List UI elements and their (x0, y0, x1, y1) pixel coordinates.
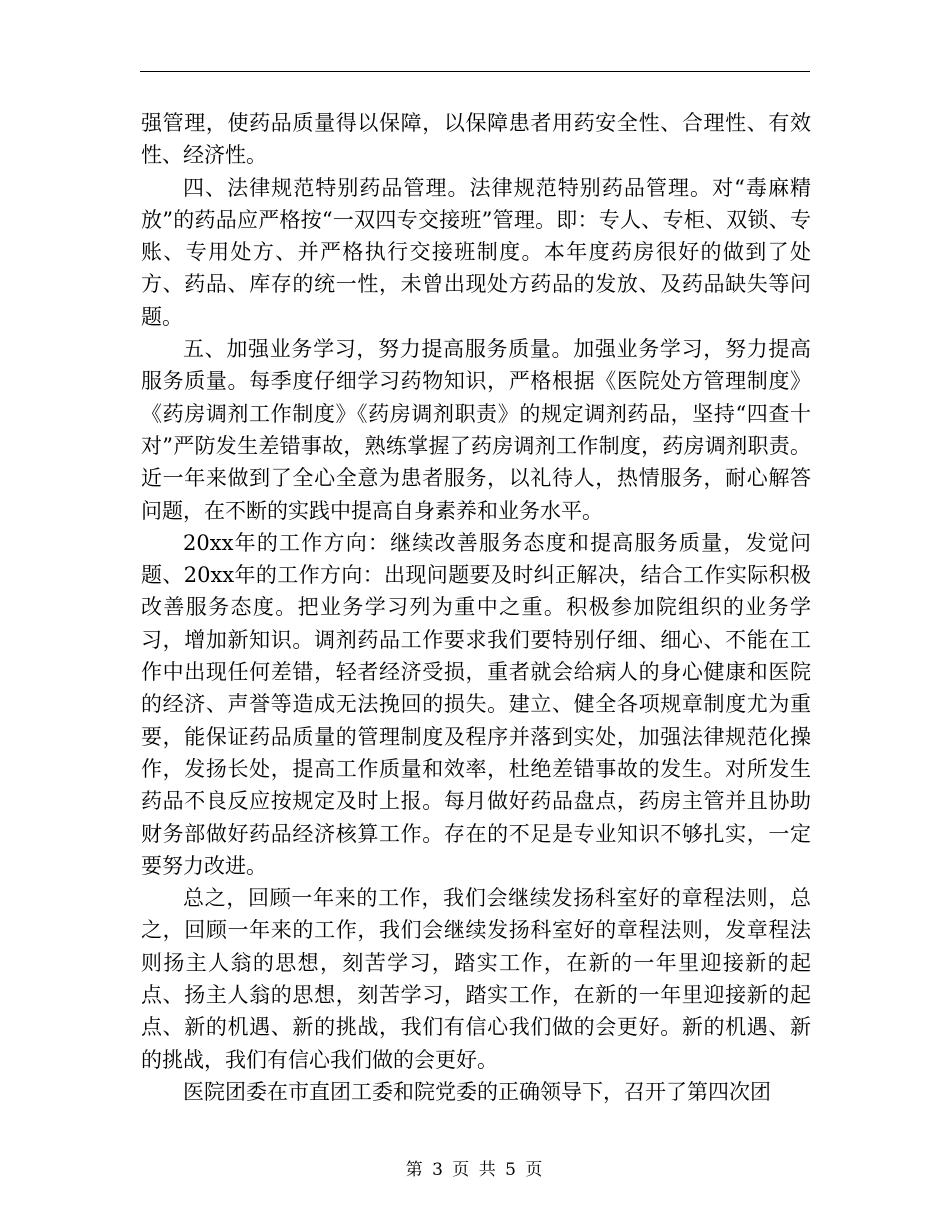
paragraph-1: 强管理，使药品质量得以保障，以保障患者用药安全性、合理性、有效性、经济性。 (141, 111, 811, 168)
document-body (141, 107, 811, 1108)
page-label-suffix: 页 (525, 1160, 545, 1180)
paragraph-5: 总之，回顾一年来的工作，我们会继续发扬科室好的章程法则，总之，回顾一年来的工作，我们会继续发扬科室好的章程法则，发章程法则扬主人翁的思想，刻苦学习，踏实工作，在新的一年里迎接新的起点、扬主人翁的思想，刻苦学习，踏实工作，在新的一年里迎接新的起点、新的机遇、新的挑战，我们有信心我们做的会更好。新的机遇、新的挑战，我们有信心我们做的会更好。 (141, 886, 811, 1072)
paragraph-3: 五、加强业务学习，努力提高服务质量。加强业务学习，努力提高服务质量。每季度仔细学习药物知识，严格根据《医院处方管理制度》《药房调剂工作制度》《药房调剂职责》的规定调剂药品，坚持“四查十对”严防发生差错事故，熟练掌握了药房调剂工作制度，药房调剂职责。近一年来做到了全心全意为患者服务，以礼待人，热情服务，耐心解答问题，在不断的实践中提高自身素养和业务水平。 (141, 337, 811, 523)
total-pages-number: 5 (505, 1160, 518, 1180)
page-label-prefix: 第 (405, 1160, 425, 1180)
page-label-mid: 页 共 (452, 1160, 498, 1180)
paragraph-4: 20xx年的工作方向：继续改善服务态度和提高服务质量，发觉问题、20xx年的工作方向：出现问题要及时纠正解决，结合工作实际积极改善服务态度。把业务学习列为重中之重。积极参加院组织的业务学习，增加新知识。调剂药品工作要求我们要特别仔细、细心、不能在工作中出现任何差错，轻者经济受损，重者就会给病人的身心健康和医院的经济、声誉等造成无法挽回的损失。建立、健全各项规章制度尤为重要，能保证药品质量的管理制度及程序并落到实处，加强法律规范化操作，发扬长处，提高工作质量和效率，杜绝差错事故的发生。对所发生药品不良反应按规定及时上报。每月做好药品盘点，药房主管并且协助财务部做好药品经济核算工作。存在的不足是专业知识不够扎实，一定要努力改进。 (141, 530, 811, 878)
page-footer (0, 1155, 950, 1180)
paragraph-6: 医院团委在市直团工委和院党委的正确领导下，召开了第四次团 (183, 1079, 771, 1104)
current-page-number: 3 (432, 1160, 445, 1180)
header-rule (140, 71, 810, 72)
paragraph-2: 四、法律规范特别药品管理。法律规范特别药品管理。对“毒麻精放”的药品应严格按“一双四专交接班”管理。即：专人、专柜、双锁、专账、专用处方、并严格执行交接班制度。本年度药房很好的做到了处方、药品、库存的统一性，未曾出现处方药品的发放、及药品缺失等问题。 (141, 175, 811, 329)
